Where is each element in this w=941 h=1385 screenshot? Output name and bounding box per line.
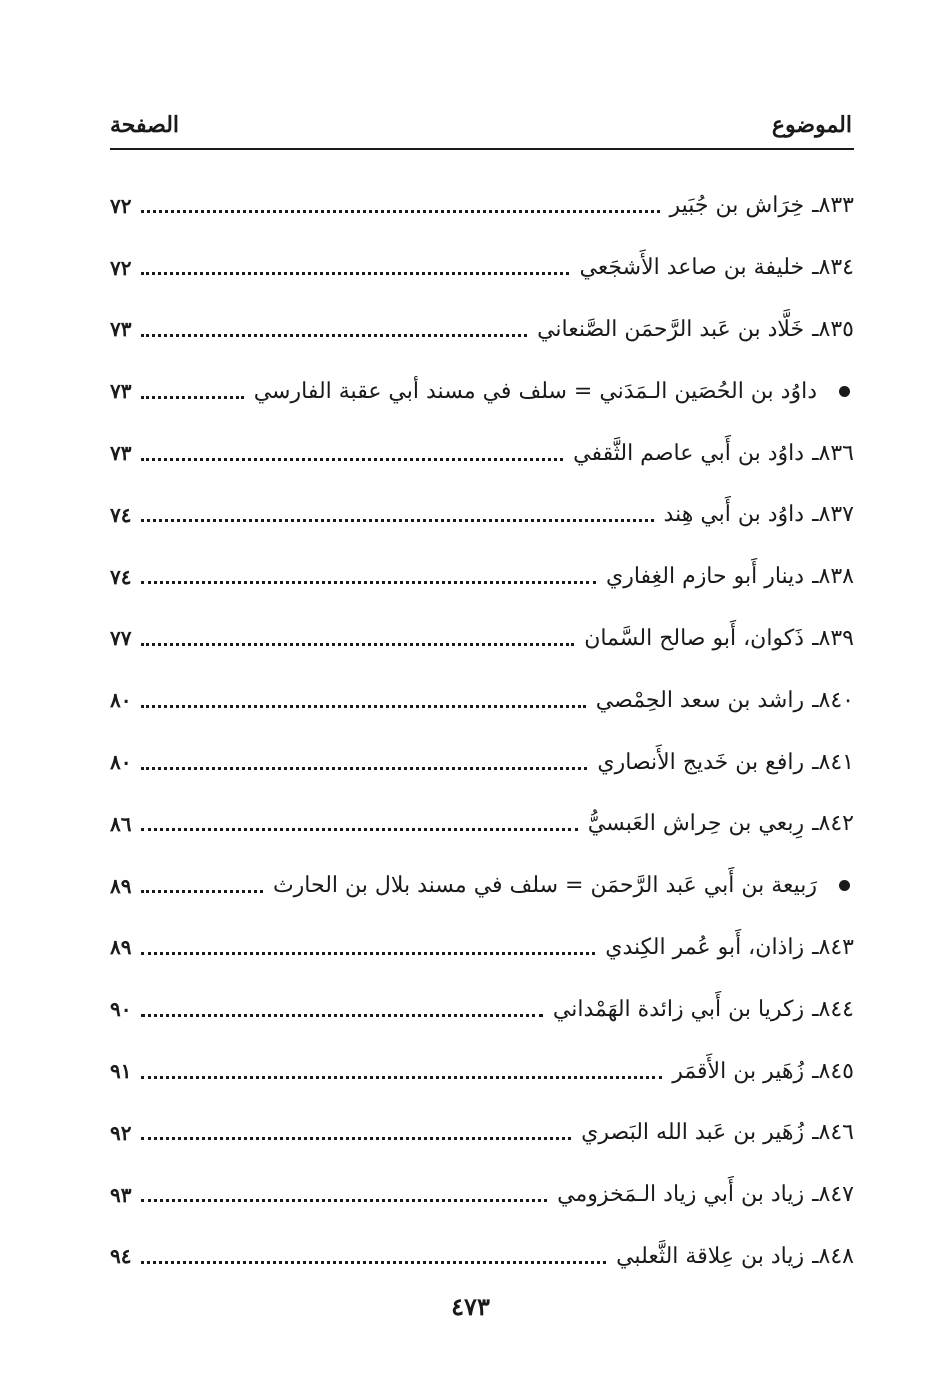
entry-title: داوُد بن أَبي عاصم الثَّقفي xyxy=(573,440,805,466)
dot-leader xyxy=(141,1014,542,1017)
dot-leader xyxy=(141,828,577,831)
entry-page-number: ٧٤ xyxy=(110,502,132,527)
entry-page-number: ٨٦ xyxy=(110,811,132,836)
entry-page-number: ٧٢ xyxy=(110,255,132,280)
entry-number: ٨٤٦ـ xyxy=(812,1120,854,1146)
entry-title: ذَكوان، أَبو صالح السَّمان xyxy=(584,625,805,651)
entry-title: زياد بن أَبي زياد الـمَخزومي xyxy=(557,1182,805,1208)
toc-entry xyxy=(110,484,854,546)
dot-leader xyxy=(141,458,563,461)
toc-entry xyxy=(110,978,854,1040)
toc-entry xyxy=(110,237,854,299)
toc-entry xyxy=(110,608,854,670)
entry-title: زُهَير بن عَبد الله البَصري xyxy=(581,1120,805,1146)
entry-number: ٨٤١ـ xyxy=(812,749,854,775)
entry-page-number: ٧٤ xyxy=(110,564,132,589)
entry-title: رِبعي بن حِراش العَبسيُّ xyxy=(587,811,805,837)
entry-number: ٨٤٣ـ xyxy=(812,934,854,960)
entry-bullet xyxy=(825,386,854,397)
dot-leader xyxy=(141,767,587,770)
entry-title: راشد بن سعد الحِمْصي xyxy=(595,687,805,713)
entry-page-number: ٨٩ xyxy=(110,873,132,898)
toc-entry xyxy=(110,1226,854,1288)
toc-entry xyxy=(110,360,854,422)
dot-leader xyxy=(141,519,653,522)
toc-entry xyxy=(110,299,854,361)
entry-number: ٨٤٤ـ xyxy=(812,996,854,1022)
toc-entry xyxy=(110,855,854,917)
dot-leader xyxy=(141,952,595,955)
dot-leader xyxy=(141,396,243,399)
entry-page-number: ٧٢ xyxy=(110,193,132,218)
entry-title: خِرَاش بن جُبَير xyxy=(669,193,805,219)
entry-title: زياد بن عِلاقة الثَّعلبي xyxy=(616,1243,805,1269)
toc-entry xyxy=(110,1164,854,1226)
dot-leader xyxy=(141,210,659,213)
entry-title: داوُد بن أَبي هِند xyxy=(663,502,805,528)
bullet-icon xyxy=(839,880,850,891)
entry-title: خليفة بن صاعد الأَشجَعي xyxy=(579,255,805,281)
entry-page-number: ٨٠ xyxy=(110,688,132,713)
entry-number: ٨٣٩ـ xyxy=(812,625,854,651)
entry-title: خَلَّاد بن عَبد الرَّحمَن الصَّنعاني xyxy=(537,316,805,342)
toc-entry xyxy=(110,1040,854,1102)
entry-page-number: ٩١ xyxy=(110,1059,132,1084)
entry-title: داوُد بن الحُصَين الـمَدَني = سلف في مسند أبي عقبة الفارسي xyxy=(253,378,817,404)
footer-page-number: ٤٧٣ xyxy=(451,1292,490,1321)
toc-entry xyxy=(110,731,854,793)
entry-title: رَبيعة بن أَبي عَبد الرَّحمَن = سلف في مسند بلال بن الحارث xyxy=(272,873,817,899)
dot-leader xyxy=(141,1076,662,1079)
dot-leader xyxy=(141,1199,547,1202)
entry-number: ٨٣٥ـ xyxy=(812,316,854,342)
toc-entry xyxy=(110,175,854,237)
entry-title: زكريا بن أَبي زائدة الهَمْداني xyxy=(552,996,805,1022)
toc-entry xyxy=(110,669,854,731)
toc-entry xyxy=(110,793,854,855)
dot-leader xyxy=(141,1261,606,1264)
entry-page-number: ٧٣ xyxy=(110,379,132,404)
entry-page-number: ٨٠ xyxy=(110,750,132,775)
entry-number: ٨٤٥ـ xyxy=(812,1058,854,1084)
entry-number: ٨٣٣ـ xyxy=(812,193,854,219)
entry-title: زُهَير بن الأَقمَر xyxy=(672,1058,805,1084)
entry-number: ٨٤٠ـ xyxy=(812,687,854,713)
bullet-icon xyxy=(839,386,850,397)
page-column-label: الصفحة xyxy=(110,112,180,138)
entry-page-number: ٩٤ xyxy=(110,1244,132,1269)
entry-number: ٨٤٨ـ xyxy=(812,1243,854,1269)
entry-title: دينار أَبو حازم الغِفاري xyxy=(605,564,805,590)
entry-number: ٨٣٦ـ xyxy=(812,440,854,466)
toc-entry-list xyxy=(110,175,854,1287)
dot-leader xyxy=(141,890,262,893)
entry-number: ٨٣٤ـ xyxy=(812,255,854,281)
entry-page-number: ٩٣ xyxy=(110,1182,132,1207)
dot-leader xyxy=(141,334,527,337)
dot-leader xyxy=(141,705,585,708)
entry-page-number: ٧٣ xyxy=(110,441,132,466)
dot-leader xyxy=(141,643,574,646)
entry-page-number: ٩٠ xyxy=(110,997,132,1022)
toc-entry xyxy=(110,1102,854,1164)
toc-entry xyxy=(110,546,854,608)
dot-leader xyxy=(141,581,595,584)
entry-page-number: ٧٣ xyxy=(110,317,132,342)
entry-number: ٨٣٧ـ xyxy=(812,502,854,528)
entry-bullet xyxy=(825,880,854,891)
dot-leader xyxy=(141,272,569,275)
toc-entry xyxy=(110,422,854,484)
topic-column-label: الموضوع xyxy=(771,112,852,138)
entry-number: ٨٣٨ـ xyxy=(812,564,854,590)
entry-title: زاذان، أَبو عُمر الكِندي xyxy=(605,934,805,960)
entry-title: رافع بن خَديج الأَنصاري xyxy=(597,749,805,775)
entry-number: ٨٤٧ـ xyxy=(812,1182,854,1208)
entry-page-number: ٩٢ xyxy=(110,1120,132,1145)
entry-page-number: ٨٩ xyxy=(110,935,132,960)
entry-number: ٨٤٢ـ xyxy=(812,811,854,837)
header-divider xyxy=(110,148,854,150)
toc-header xyxy=(110,98,852,138)
toc-entry xyxy=(110,917,854,979)
dot-leader xyxy=(141,1137,571,1140)
entry-page-number: ٧٧ xyxy=(110,626,132,651)
